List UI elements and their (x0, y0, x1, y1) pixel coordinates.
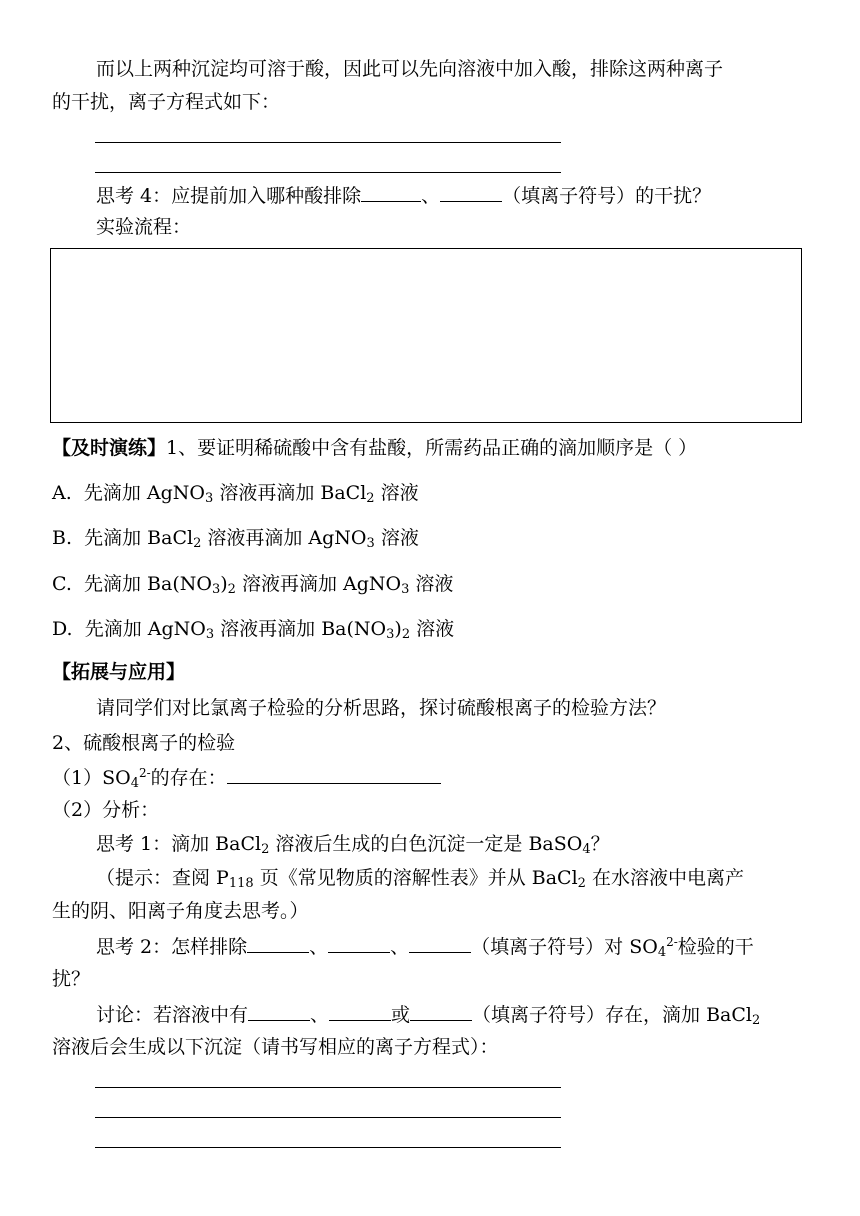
answer-line[interactable] (95, 1117, 561, 1118)
intro-line-1: 而以上两种沉淀均可溶于酸，因此可以先向溶液中加入酸，排除这两种离子 (96, 58, 724, 80)
think2-question: 思考 2：怎样排除 、 、 （填离子符号）对 $SO_4^{2-}$检验的干 (96, 935, 754, 960)
extension-prompt: 请同学们对比氯离子检验的分析思路，探讨硫酸根离子的检验方法？ (96, 697, 667, 719)
answer-line[interactable] (95, 1147, 561, 1148)
intro-line-2: 的干扰，离子方程式如下： (52, 91, 281, 113)
fill-blank[interactable] (410, 1002, 472, 1021)
think4-question: 思考 4：应提前加入哪种酸排除 、 （填离子符号）的干扰？ (96, 185, 712, 207)
practice-question: 【及时演练】1、要证明稀硫酸中含有盐酸，所需药品正确的滴加顺序是（ ） (52, 437, 698, 459)
fill-blank[interactable] (248, 1002, 310, 1021)
think2-line-2: 扰？ (52, 968, 91, 990)
option-c: C. 先滴加 $Ba(NO_3)_2$ 溶液再滴加 AgNO$_3$ 溶液 (52, 573, 454, 597)
item-2: （2）分析： (52, 799, 160, 821)
option-b: B. 先滴加 BaCl$_2$ 溶液再滴加 AgNO$_3$ 溶液 (52, 527, 419, 551)
fill-blank[interactable] (329, 1002, 391, 1021)
fill-blank[interactable] (247, 934, 309, 953)
option-a: A. 先滴加 AgNO$_3$ 溶液再滴加 BaCl$_2$ 溶液 (52, 482, 419, 506)
fill-blank[interactable] (328, 934, 390, 953)
discussion-line-2: 溶液后会生成以下沉淀（请书写相应的离子方程式）： (52, 1036, 499, 1058)
answer-line[interactable] (95, 172, 561, 173)
answer-line[interactable] (95, 1087, 561, 1088)
hint-line-1: （提示：查阅 $P_{118}$ 页《常见物质的溶解性表》并从 BaCl$_2$ 在水溶液中电离产 (96, 867, 744, 891)
think1-question: 思考 1：滴加 BaCl$_2$ 溶液后生成的白色沉淀一定是 BaSO$_4$？ (96, 833, 610, 857)
fill-blank[interactable] (227, 765, 441, 784)
extension-heading: 【拓展与应用】 (52, 661, 186, 683)
experiment-flow-box[interactable] (50, 248, 802, 423)
fill-blank[interactable] (440, 183, 502, 202)
option-d: D. 先滴加 AgNO$_3$ 溶液再滴加 $Ba(NO_3)_2$ 溶液 (52, 618, 455, 642)
item-1: $(1)SO_4^{2-}$的存在： (52, 765, 441, 790)
fill-blank[interactable] (409, 934, 471, 953)
practice-heading: 【及时演练】 (52, 437, 167, 459)
section-title: 2、硫酸根离子的检验 (52, 732, 236, 754)
discussion: 讨论：若溶液中有 、 或 （填离子符号）存在，滴加 BaCl$_2$ (96, 1004, 761, 1028)
flow-label: 实验流程： (96, 216, 192, 238)
hint-line-2: 生的阴、阳离子角度去思考。） (52, 900, 309, 922)
fill-blank[interactable] (361, 183, 421, 202)
answer-line[interactable] (95, 142, 561, 143)
